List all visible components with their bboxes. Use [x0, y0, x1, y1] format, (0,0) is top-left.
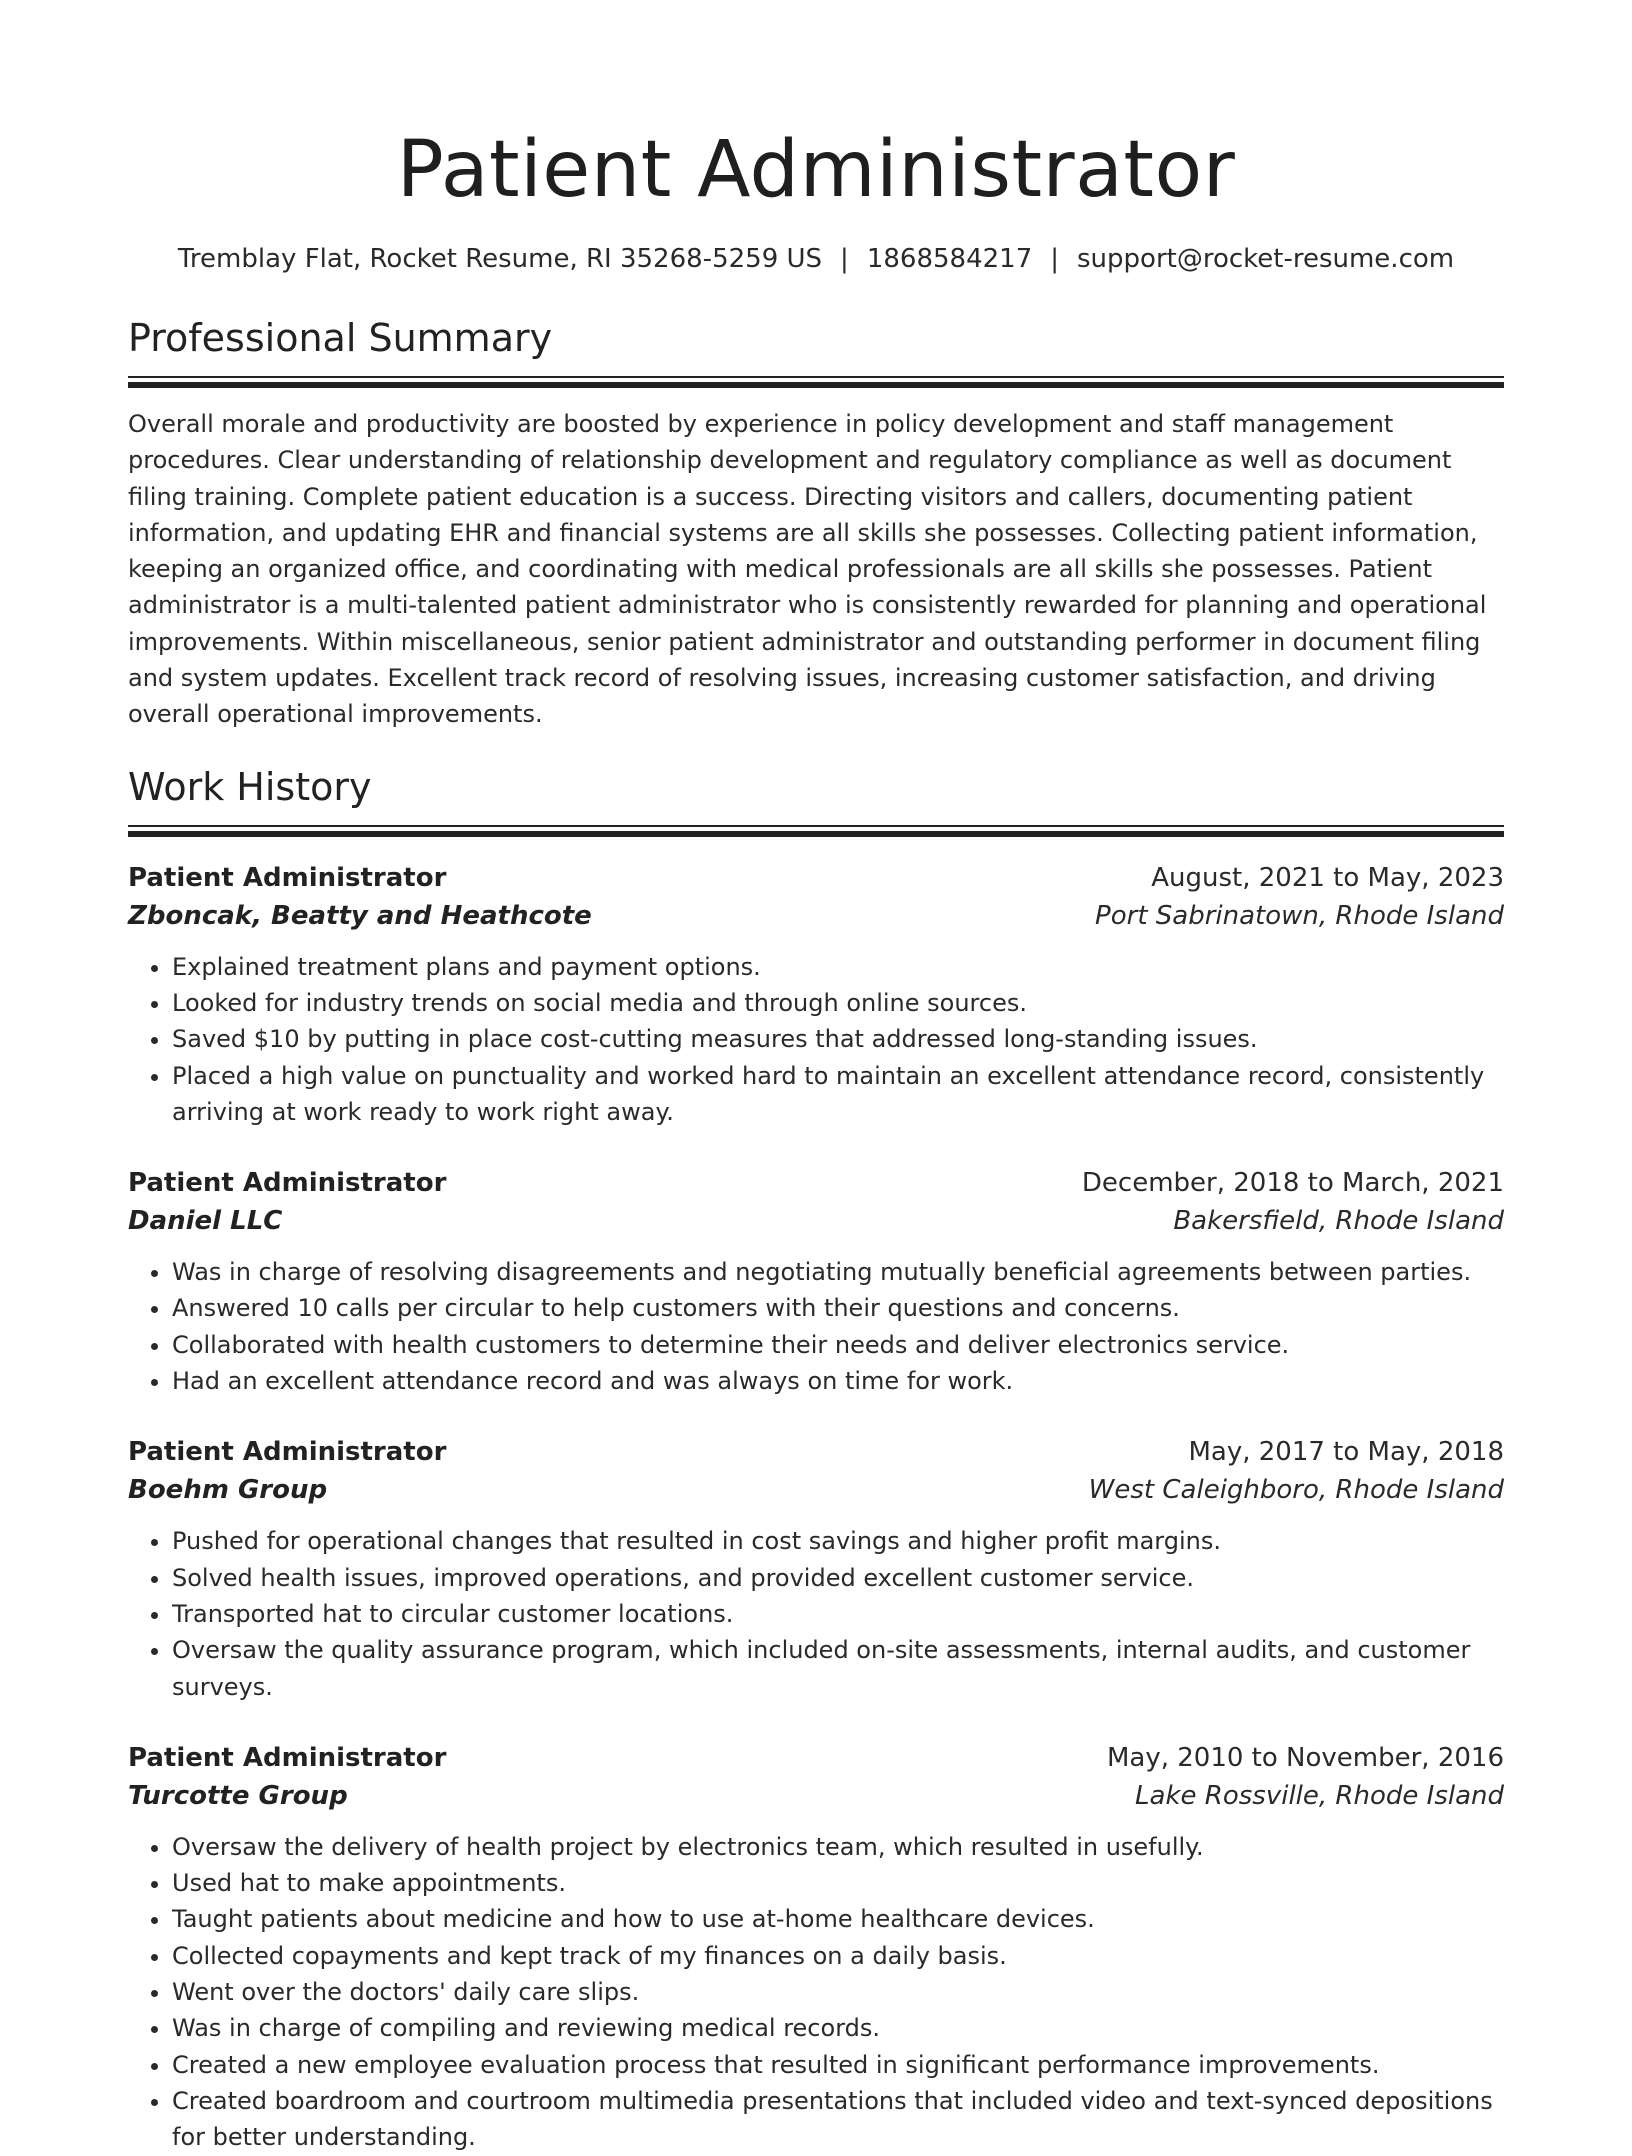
- job-title-row: [128, 1164, 1504, 1202]
- job-location: Bakersfield, Rhode Island: [1173, 1206, 1504, 1237]
- job-bullet-list: [128, 1523, 1504, 1704]
- job-title: Patient Administrator: [128, 1168, 447, 1199]
- job-title-row: [128, 1739, 1504, 1777]
- job-entry: [128, 1164, 1504, 1399]
- job-bullet: • Created boardroom and courtroom multimedia presentations that included video and text-synced depositions for better understanding.: [172, 2083, 1504, 2156]
- job-bullet-list: [128, 949, 1504, 1130]
- job-title: Patient Administrator: [128, 1742, 447, 1773]
- job-location: Port Sabrinatown, Rhode Island: [1095, 900, 1504, 931]
- job-entry: [128, 859, 1504, 1130]
- job-dates: August, 2021 to May, 2023: [1151, 862, 1504, 893]
- job-bullet: • Was in charge of compiling and reviewing medical records.: [172, 2010, 1504, 2046]
- job-company: Turcotte Group: [128, 1780, 348, 1811]
- job-bullet: • Collaborated with health customers to determine their needs and deliver electronics service.: [172, 1327, 1504, 1363]
- job-bullet: • Looked for industry trends on social media and through online sources.: [172, 985, 1504, 1021]
- job-title-row: [128, 1433, 1504, 1471]
- job-dates: May, 2010 to November, 2016: [1106, 1742, 1504, 1773]
- job-bullet: • Oversaw the quality assurance program, which included on-site assessments, internal audits, and customer surveys.: [172, 1632, 1504, 1705]
- job-bullet: • Pushed for operational changes that resulted in cost savings and higher profit margins.: [172, 1523, 1504, 1559]
- job-bullet-list: [128, 1254, 1504, 1399]
- job-bullet: • Created a new employee evaluation process that resulted in significant performance improvements.: [172, 2047, 1504, 2083]
- job-dates: May, 2017 to May, 2018: [1188, 1437, 1504, 1468]
- section-heading-work-history: Work History: [128, 764, 372, 809]
- contact-separator: |: [1050, 244, 1059, 274]
- job-bullet: • Transported hat to circular customer locations.: [172, 1596, 1504, 1632]
- contact-address: Tremblay Flat, Rocket Resume, RI 35268-5259 US: [177, 244, 823, 274]
- job-bullet: • Was in charge of resolving disagreements and negotiating mutually beneficial agreements between parties.: [172, 1254, 1504, 1290]
- job-location: West Caleighboro, Rhode Island: [1088, 1475, 1504, 1506]
- job-company-row: [128, 1777, 1504, 1815]
- job-location: Lake Rossville, Rhode Island: [1135, 1780, 1504, 1811]
- job-bullet: • Explained treatment plans and payment options.: [172, 949, 1504, 985]
- job-bullet: • Collected copayments and kept track of my finances on a daily basis.: [172, 1938, 1504, 1974]
- job-bullet: • Used hat to make appointments.: [172, 1865, 1504, 1901]
- job-title: Patient Administrator: [128, 1437, 447, 1468]
- contact-phone: 1868584217: [866, 244, 1033, 274]
- resume-name: Patient Administrator: [396, 125, 1236, 215]
- job-bullet: • Answered 10 calls per circular to help customers with their questions and concerns.: [172, 1290, 1504, 1326]
- contact-separator: |: [840, 244, 849, 274]
- job-list: [128, 859, 1504, 2156]
- section-heading-summary: Professional Summary: [128, 316, 553, 360]
- job-entry: [128, 1739, 1504, 2156]
- job-dates: December, 2018 to March, 2021: [1081, 1168, 1504, 1199]
- summary-text: Overall morale and productivity are boosted by experience in policy development and staff management procedures. Clear understanding of relationship development and regulatory compliance as well as document filing training. Complete patient education is a success. Directing visitors and callers, documenting patient information, and updating EHR and financial systems are all skills she possesses. Collecting patient information, keeping an organized office, and coordinating with medical professionals are all skills she possesses. Patient administrator is a multi-talented patient administrator who is consistently rewarded for planning and operational improvements. Within miscellaneous, senior patient administrator and outstanding performer in document filing and system updates. Excellent track record of resolving issues, increasing customer satisfaction, and driving overall operational improvements.: [128, 410, 1487, 729]
- work-history-section: [128, 763, 1504, 2156]
- job-title-row: [128, 859, 1504, 897]
- job-entry: [128, 1433, 1504, 1704]
- job-bullet: • Solved health issues, improved operations, and provided excellent customer service.: [172, 1560, 1504, 1596]
- job-company-row: [128, 1202, 1504, 1240]
- job-bullet: • Had an excellent attendance record and was always on time for work.: [172, 1363, 1504, 1399]
- contact-email: support@rocket-resume.com: [1077, 244, 1455, 274]
- job-company-row: [128, 897, 1504, 935]
- job-title: Patient Administrator: [128, 862, 447, 893]
- job-company: Zboncak, Beatty and Heathcote: [128, 900, 592, 931]
- job-company: Boehm Group: [128, 1475, 328, 1506]
- resume-page: [128, 0, 1504, 2156]
- job-company: Daniel LLC: [128, 1206, 283, 1237]
- job-bullet: • Placed a high value on punctuality and worked hard to maintain an excellent attendance record, consistently arriving at work ready to work right away.: [172, 1058, 1504, 1131]
- job-company-row: [128, 1471, 1504, 1509]
- section-divider: [128, 376, 1504, 388]
- summary-section: [128, 314, 1504, 733]
- job-bullet: • Went over the doctors' daily care slips.: [172, 1974, 1504, 2010]
- job-bullet: • Oversaw the delivery of health project by electronics team, which resulted in usefully.: [172, 1829, 1504, 1865]
- section-divider: [128, 825, 1504, 837]
- job-bullet-list: [128, 1829, 1504, 2156]
- job-bullet: • Taught patients about medicine and how to use at-home healthcare devices.: [172, 1901, 1504, 1937]
- contact-line: [128, 242, 1504, 276]
- job-bullet: • Saved $10 by putting in place cost-cutting measures that addressed long-standing issues.: [172, 1021, 1504, 1057]
